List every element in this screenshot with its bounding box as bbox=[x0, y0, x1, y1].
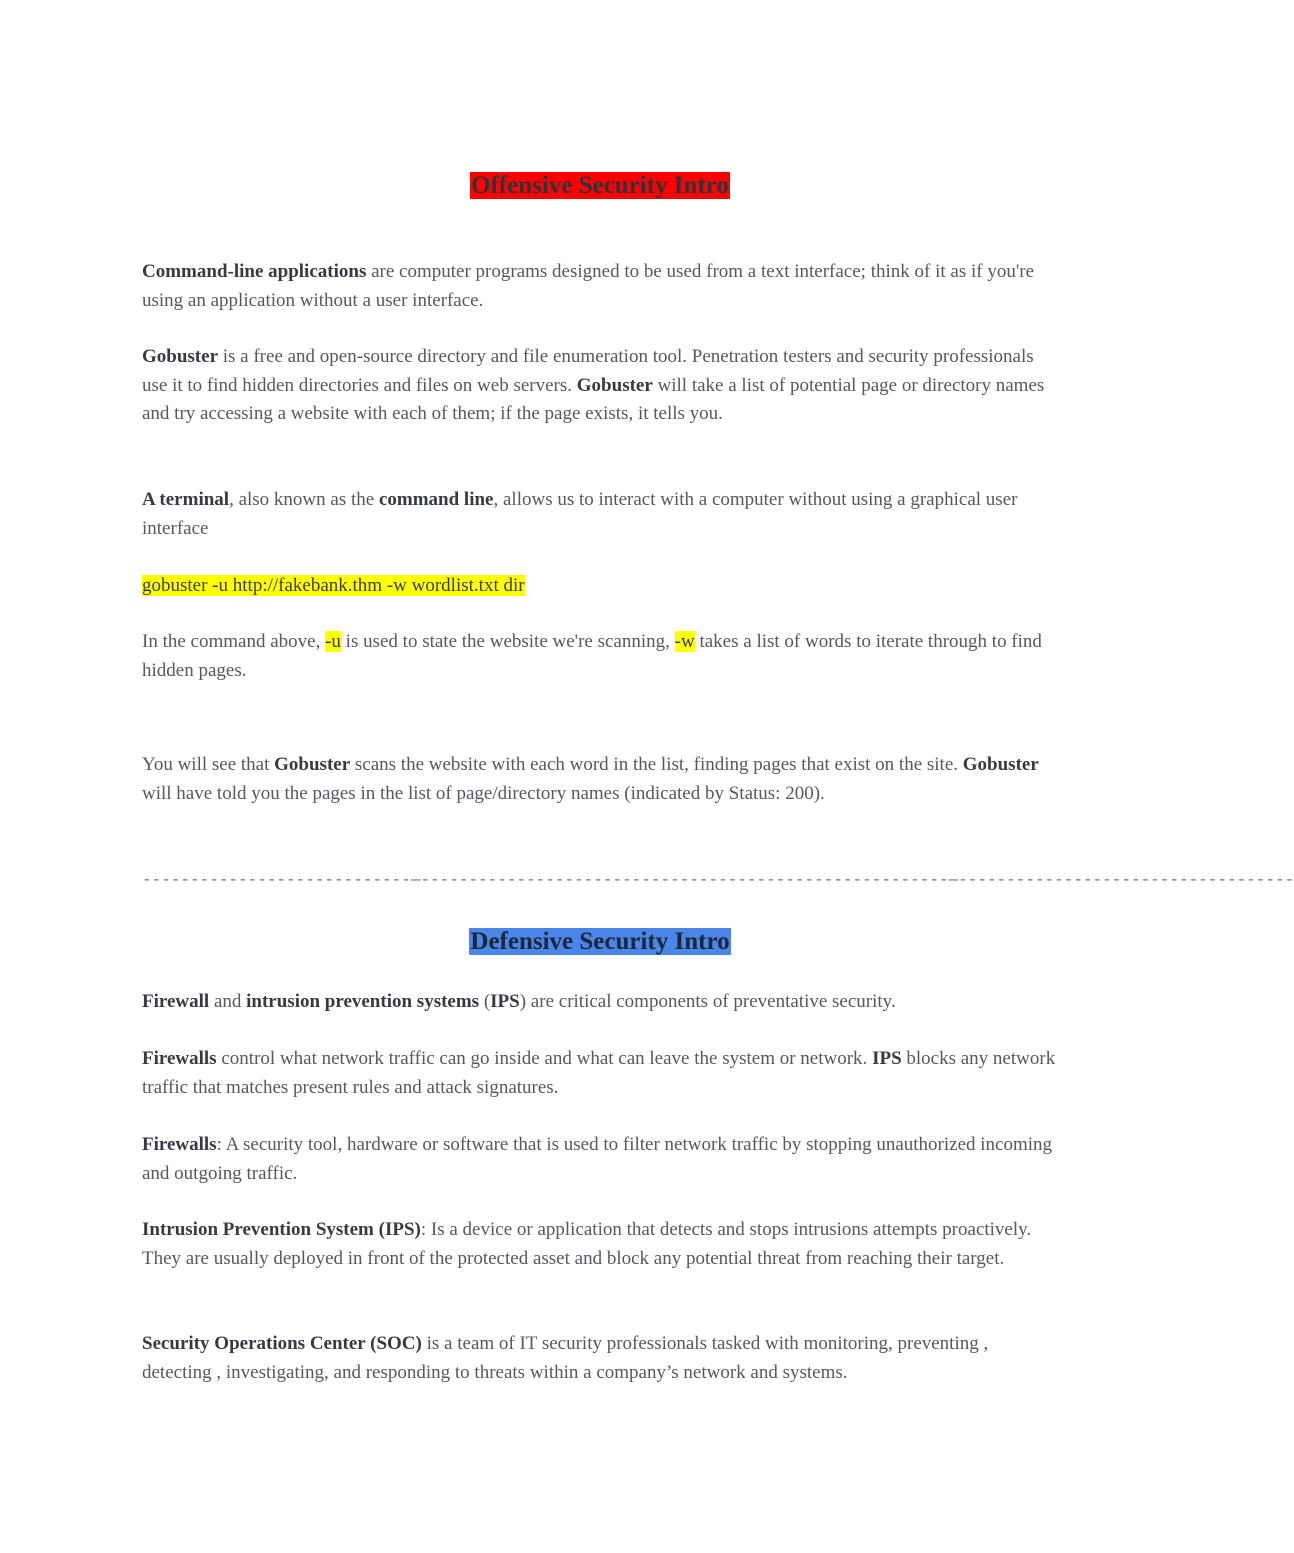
term-intrusion-prevention-systems: intrusion prevention systems bbox=[246, 991, 480, 1012]
flag-u-highlight: -u bbox=[325, 631, 341, 652]
term-firewalls: Firewalls bbox=[142, 1048, 217, 1069]
ips-definition-paragraph: Intrusion Prevention System (IPS): Is a device or application that detects and stops intrusions attempts proactively. They are usually deployed in front of the protected asset and block any potential threat from reaching their target. bbox=[142, 1219, 1032, 1269]
term-command-line: command line bbox=[378, 489, 494, 510]
term-command-line-applications: Command-line applications bbox=[142, 261, 367, 282]
term-gobuster: Gobuster bbox=[274, 754, 351, 775]
defensive-section-title: Defensive Security Intro bbox=[470, 928, 730, 955]
term-firewalls: Firewalls bbox=[142, 1134, 217, 1155]
term-ips: IPS bbox=[490, 991, 520, 1012]
term-gobuster: Gobuster bbox=[576, 374, 653, 396]
firewall-ips-paragraph: Firewall and intrusion prevention systems (IPS) are critical components of preventative security. bbox=[142, 991, 896, 1012]
flag-w-highlight: -w bbox=[674, 631, 695, 652]
command-line-paragraph: Command-line applications are computer programs designed to be used from a text interface; think of it as if you're using an application without a user interface. bbox=[142, 261, 1035, 311]
term-terminal: A terminal bbox=[142, 489, 230, 510]
gobuster-command-line bbox=[142, 572, 1057, 601]
term-intrusion-prevention-system: Intrusion Prevention System (IPS) bbox=[142, 1219, 421, 1240]
term-firewall: Firewall bbox=[142, 991, 210, 1012]
term-gobuster: Gobuster bbox=[962, 754, 1039, 775]
term-ips: IPS bbox=[872, 1048, 902, 1069]
offensive-section-title: Offensive Security Intro bbox=[471, 172, 729, 199]
term-security-operations-center: Security Operations Center (SOC) bbox=[142, 1333, 422, 1354]
term-gobuster: Gobuster bbox=[142, 346, 218, 367]
gobuster-results-paragraph: You will see that Gobuster scans the website with each word in the list, finding pages that exist on the site. Gobuster will have told you the pages in the list of page/directory names (indicated by Status: 200). bbox=[142, 754, 1039, 804]
gobuster-paragraph: Gobuster is a free and open-source directory and file enumeration tool. Penetration testers and security professionals use it to find hidden directories and files on web servers. Gobuster will take a list of potential page or directory names and try accessing a website with each of them; if the page exists, it tells you. bbox=[142, 346, 1045, 425]
command-highlight: gobuster -u http://fakebank.thm -w wordlist.txt dir bbox=[142, 575, 525, 596]
firewalls-control-paragraph: Firewalls control what network traffic can go inside and what can leave the system or network. IPS blocks any network traffic that matches present rules and attack signatures. bbox=[142, 1048, 1056, 1098]
command-explanation-paragraph: In the command above, -u is used to state the website we're scanning, -w takes a list of words to iterate through to find hidden pages. bbox=[142, 631, 1042, 681]
terminal-paragraph: A terminal, also known as the command line, allows us to interact with a computer without using a graphical user interface bbox=[142, 489, 1018, 539]
firewalls-definition-paragraph: Firewalls: A security tool, hardware or software that is used to filter network traffic by stopping unauthorized incoming and outgoing traffic. bbox=[142, 1134, 1053, 1184]
soc-definition-paragraph: Security Operations Center (SOC) is a team of IT security professionals tasked with monitoring, preventing , detecting , investigating, and responding to threats within a company’s network and systems. bbox=[142, 1333, 989, 1383]
section-divider: ----------------------------—-------------------------------------------------------—----------------------------------- bbox=[142, 871, 1294, 889]
